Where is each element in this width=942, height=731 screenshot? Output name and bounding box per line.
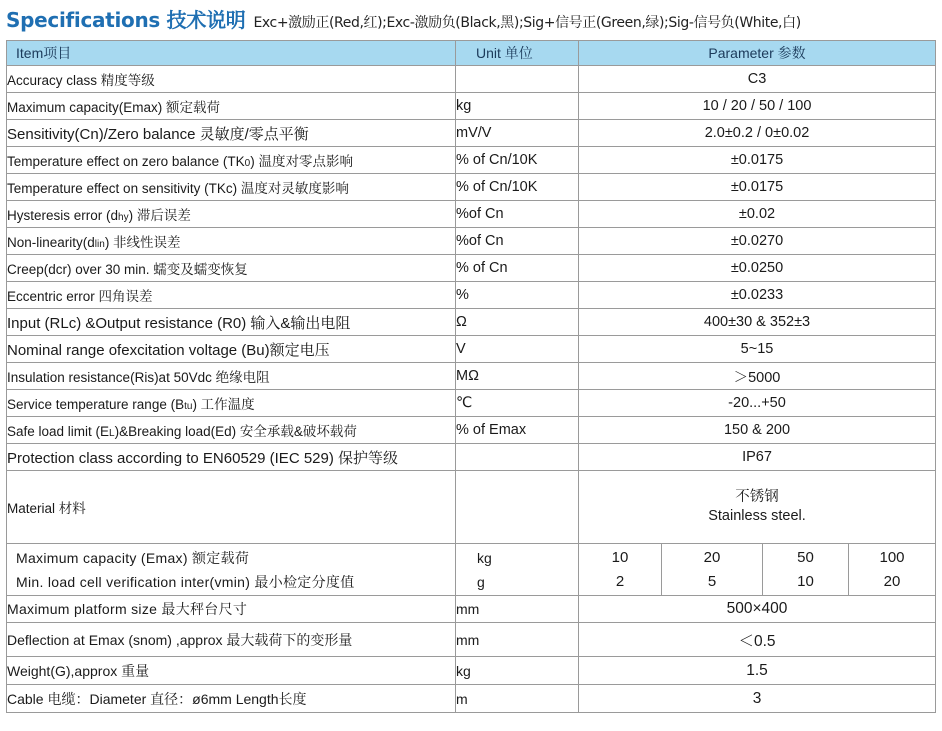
table-row [7, 282, 936, 309]
table-row [7, 596, 936, 623]
row-unit: % of Cn/10K [456, 147, 579, 174]
row-value: 2.0±0.2 / 0±0.02 [579, 120, 936, 147]
table-row [7, 685, 936, 713]
row-value: IP67 [579, 444, 936, 471]
row-value: -20...+50 [579, 390, 936, 417]
page-title: Specifications 技术说明 [6, 8, 246, 32]
table-row [7, 120, 936, 147]
row-label-text-end: ) 滞后误差 [128, 208, 191, 223]
row-label: Nominal range ofexcitation voltage (Bu)额定电压 [7, 336, 456, 363]
capacity-value: 100 [879, 548, 905, 566]
row-value: ＜0.5 [579, 623, 936, 657]
row-unit: V [456, 336, 579, 363]
row-label-subscript: hy [118, 212, 129, 223]
table-row [7, 66, 936, 93]
capacity-value: 20 [703, 548, 721, 566]
row-unit: % of Cn/10K [456, 174, 579, 201]
row-label: Protection class according to EN60529 (IEC 529) 保护等级 [7, 444, 456, 471]
row-label: Temperature effect on sensitivity (TKc) 温度对灵敏度影响 [7, 174, 456, 201]
row-label: Maximum capacity(Emax) 额定载荷 [7, 93, 456, 120]
row-label: Weight(G),approx 重量 [7, 657, 456, 685]
row-label: Creep(dcr) over 30 min. 蠕变及蠕变恢复 [7, 255, 456, 282]
capacity-column-3 [763, 544, 849, 596]
header-unit: Unit 单位 [456, 41, 579, 66]
row-value: ±0.02 [579, 201, 936, 228]
table-row [7, 255, 936, 282]
row-value: 400±30 & 352±3 [579, 309, 936, 336]
row-label-text: Safe load limit (E [7, 424, 110, 439]
capacity-label: Maximum capacity (Emax) 额定载荷 [16, 549, 250, 566]
capacity-column-2 [662, 544, 763, 596]
material-label: Material 材料 [7, 471, 456, 544]
capacity-value: 50 [797, 548, 814, 566]
table-row [7, 363, 936, 390]
table-row [7, 174, 936, 201]
row-value: ±0.0175 [579, 174, 936, 201]
row-value: ＞5000 [579, 363, 936, 390]
row-unit: mm [456, 623, 579, 657]
row-label: Sensitivity(Cn)/Zero balance 灵敏度/零点平衡 [7, 120, 456, 147]
row-unit [456, 66, 579, 93]
row-label-text: Service temperature range (B [7, 397, 185, 412]
row-value: ±0.0233 [579, 282, 936, 309]
specifications-table [6, 40, 936, 713]
row-label-text: Temperature effect on zero balance (TK [7, 154, 245, 169]
row-value: 10 / 20 / 50 / 100 [579, 93, 936, 120]
row-label [7, 417, 456, 444]
wiring-legend: Exc+激励正(Red,红);Exc-激励负(Black,黑);Sig+信号正(Green,绿);Sig-信号负(White,白) [253, 15, 801, 31]
row-label-text-end: ) 温度对零点影响 [250, 154, 353, 169]
row-label [7, 147, 456, 174]
header-item: Item项目 [7, 41, 456, 66]
row-unit [456, 444, 579, 471]
row-unit: %of Cn [456, 228, 579, 255]
row-label: Deflection at Emax (snom) ,approx 最大载荷下的变形量 [7, 623, 456, 657]
row-unit: kg [456, 657, 579, 685]
row-label-subscript: lin [94, 239, 105, 250]
row-unit: m [456, 685, 579, 713]
vmin-value: 2 [615, 573, 625, 590]
row-label: Eccentric error 四角误差 [7, 282, 456, 309]
row-label: Maximum platform size 最大秤台尺寸 [7, 596, 456, 623]
row-label [7, 201, 456, 228]
row-value: 5~15 [579, 336, 936, 363]
row-label [7, 228, 456, 255]
row-unit: ℃ [456, 390, 579, 417]
row-value: 1.5 [579, 657, 936, 685]
row-unit: mV/V [456, 120, 579, 147]
row-unit: mm [456, 596, 579, 623]
row-label-subscript: 0 [244, 158, 251, 169]
vmin-value: 5 [707, 573, 717, 590]
row-label: Insulation resistance(Ris)at 50Vdc 绝缘电阻 [7, 363, 456, 390]
capacity-units [456, 544, 579, 596]
row-value: ±0.0175 [579, 147, 936, 174]
capacity-column-4 [849, 544, 936, 596]
material-value [579, 471, 936, 544]
row-label [7, 390, 456, 417]
table-row [7, 623, 936, 657]
capacity-unit: kg [477, 549, 492, 566]
row-unit: % of Cn [456, 255, 579, 282]
row-label: Cable 电缆：Diameter 直径：ø6mm Length长度 [7, 685, 456, 713]
row-label-text: Hysteresis error (d [7, 208, 119, 223]
page-header [6, 4, 801, 34]
table-row [7, 201, 936, 228]
row-value: 150 & 200 [579, 417, 936, 444]
row-unit: % of Emax [456, 417, 579, 444]
table-row [7, 336, 936, 363]
row-label-subscript: L [109, 428, 115, 439]
row-unit: MΩ [456, 363, 579, 390]
capacity-value: 10 [611, 548, 629, 566]
row-label: Accuracy class 精度等级 [7, 66, 456, 93]
material-value-en: Stainless steel. [708, 508, 806, 524]
vmin-label: Min. load cell verification inter(vmin) 最小检定分度值 [16, 574, 355, 590]
row-label-text-end: )&Breaking load(Ed) 安全承载&破坏载荷 [114, 424, 357, 439]
row-label-subscript: tu [184, 401, 193, 412]
table-row [7, 390, 936, 417]
table-row [7, 657, 936, 685]
row-value: C3 [579, 66, 936, 93]
row-unit: Ω [456, 309, 579, 336]
row-label-text: Non-linearity(d [7, 235, 95, 250]
row-label-text-end: ) 工作温度 [192, 397, 255, 412]
table-row [7, 147, 936, 174]
table-row [7, 228, 936, 255]
row-value: 500×400 [579, 596, 936, 623]
vmin-value: 20 [883, 573, 901, 590]
header-parameter: Parameter 参数 [579, 41, 936, 66]
row-unit: kg [456, 93, 579, 120]
capacity-labels [7, 544, 456, 596]
table-row [7, 444, 936, 471]
vmin-value: 10 [797, 573, 814, 590]
row-unit: %of Cn [456, 201, 579, 228]
table-row [7, 309, 936, 336]
table-row [7, 93, 936, 120]
material-row [7, 471, 936, 544]
table-header-row [7, 41, 936, 66]
material-value-cn: 不锈钢 [735, 489, 779, 505]
capacity-column-1 [579, 544, 662, 596]
row-label-text-end: ) 非线性误差 [104, 235, 181, 250]
row-value: ±0.0270 [579, 228, 936, 255]
row-value: 3 [579, 685, 936, 713]
row-value: ±0.0250 [579, 255, 936, 282]
vmin-unit: g [477, 574, 485, 590]
row-unit: % [456, 282, 579, 309]
material-unit [456, 471, 579, 544]
capacity-vmin-row [7, 544, 936, 596]
table-row [7, 417, 936, 444]
row-label: Input (RLc) &Output resistance (R0) 输入&输出电阻 [7, 309, 456, 336]
